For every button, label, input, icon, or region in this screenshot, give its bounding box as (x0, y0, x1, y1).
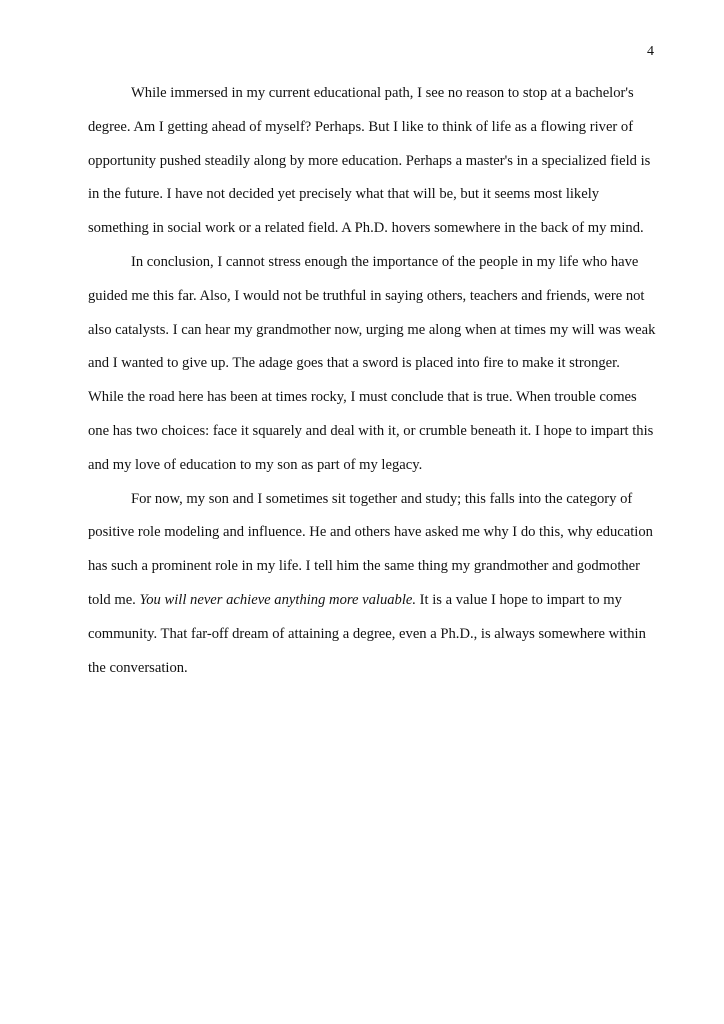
text-line: has such a prominent role in my life. I tell him the same thing my grandmother and godmother (88, 558, 641, 575)
page-number: 4 (647, 44, 654, 59)
text-line: and I wanted to give up. The adage goes that a sword is placed into fire to make it stronger. (88, 355, 620, 372)
paragraph-3 (88, 491, 660, 694)
text-line: the conversation. (88, 659, 188, 676)
text-line: one has two choices: face it squarely and deal with it, or crumble beneath it. I hope to impart this (88, 422, 654, 439)
text-span: It is a value I hope to impart to my (416, 591, 622, 608)
text-line: and my love of education to my son as part of my legacy. (88, 456, 423, 473)
text-line: For now, my son and I sometimes sit together and study; this falls into the category of (131, 490, 633, 507)
italic-quote: You will never achieve anything more valuable. (139, 591, 417, 608)
text-line: While immersed in my current educational path, I see no reason to stop at a bachelor's (131, 85, 634, 101)
text-line: community. That far-off dream of attaining a degree, even a Ph.D., is always somewhere within (88, 625, 646, 642)
text-line: also catalysts. I can hear my grandmother now, urging me along when at times my will was weak (88, 321, 656, 338)
text-line: something in social work or a related field. A Ph.D. hovers somewhere in the back of my mind. (88, 220, 644, 237)
text-span: told me. (88, 591, 140, 608)
text-line-with-italic (88, 592, 660, 626)
text-line: While the road here has been at times rocky, I must conclude that is true. When trouble comes (88, 389, 637, 406)
text-line: opportunity pushed steadily along by more education. Perhaps a master's in a specialized field is (88, 152, 651, 169)
text-line: positive role modeling and influence. He and others have asked me why I do this, why education (88, 524, 653, 541)
paragraph-1 (88, 85, 660, 254)
text-line: guided me this far. Also, I would not be truthful in saying others, teachers and friends, were not (88, 287, 645, 304)
document-body (88, 85, 660, 693)
text-line: in the future. I have not decided yet precisely what that will be, but it seems most likely (88, 186, 600, 203)
text-line: In conclusion, I cannot stress enough the importance of the people in my life who have (131, 253, 639, 270)
paragraph-2 (88, 254, 660, 491)
text-line: degree. Am I getting ahead of myself? Perhaps. But I like to think of life as a flowing river of (88, 118, 634, 135)
